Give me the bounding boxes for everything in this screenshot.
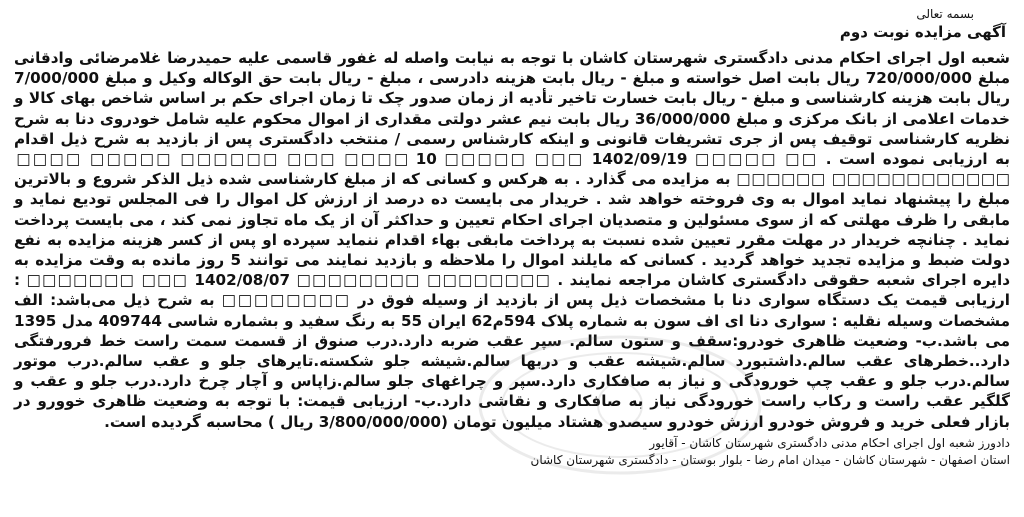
salutation: بسمه تعالی xyxy=(916,7,974,21)
signature-line: دادورز شعبه اول اجرای احکام مدنی دادگستری شهرستان کاشان - آقایور xyxy=(649,435,1010,450)
notice-title: آگهی مزایده نوبت دوم xyxy=(839,23,1006,41)
address-line: استان اصفهان - شهرستان کاشان - میدان امام رضا - بلوار بوستان - دادگستری شهرستان کاشان xyxy=(530,452,1010,467)
notice-body: شعبه اول اجرای احکام مدنی دادگستری شهرستان کاشان با توجه به نیابت واصله له غفور قاسمی علیه حمیدرضا غلامرضائی وادقانی مبلغ 720/000/000 ریال بابت اصل خواسته و مبلغ - ریال بابت هزینه دادرسی ، مبلغ - ریال بابت حق الوکاله وکیل و مبلغ 7/000/000 ریال بابت هزینه کارشناسی و مبلغ - ریال بابت خسارت تاخیر تأدیه از زمان صدور چک تا زمان اجرای حکم بر اساس شاخص بهای کالا و خدمات اعلامی از بانک مرکزی و مبلغ 36/000/000 ریال بابت نیم عشر دولتی مقداری از اموال محکوم علیه شامل خودروی دنا به شرح نظریه کارشناسی توقیف پس از جری تشریفات قانونی و اینکه کارشناس رسمی / منتخب دادگستری پس از بازدید به شرح ذیل اقدام به ارزیابی نموده است . □□ □□□□□ 1402/09/19 □□□ □□□□□ 10 □□□□ □□□ □□□□□□ □□□□□ □□□□ □□□□□□□□□□□□ □□□□□□ به مزایده می گذارد . به هرکس و کسانی که از مبلغ کارشناسی شده ذیل الذکر شروع و بالاترین مبلغ را پیشنهاد نماید اموال به وی فروخته خواهد شد . خریدار می بایست ده درصد از ارزش کل اموال را فی المجلس تودیع نماید و مابقی را ظرف مهلتی که از سوی مسئولین و متصدیان اجرای احکام تعیین و حداکثر آن از یک ماه تجاوز نمی کند ، می بایست پرداخت نماید . چنانچه خریدار در مهلت مقرر تعیین شده نسبت به پرداخت مابقی بهاء اقدام ننماید سپرده او پس از کسر هزینه مزایده به نفع دولت ضبط و مزایده تجدید خواهد گردید . کسانی که مایلند اموال را ملاحظه و بازدید نمایند می توانند 5 روز مانده به وقت مزایده به دایره اجرای شعبه حقوقی دادگستری کاشان مراجعه نمایند . □□□□□□□□ □□□□□□□□ 1402/08/07 □□□ □□□□□□□ : ارزیابی قیمت یک دستگاه سواری دنا با مشخصات ذیل پس از بازدید از وسیله فوق در □□□□□□□□ به شرح ذیل می‌باشد: الف مشخصات وسیله نقلیه : سواری دنا ای اف سون به شماره پلاک 594م62 ایران 55 به رنگ سفید و بشماره شاسی 409744 مدل 1395 می باشد.ب- وضعیت ظاهری خودرو:سقف و ستون سالم. سپر عقب ضربه دارد.درب صنوق از قسمت سمت راست خط فرورفتگی دارد..خطرهای عقب سالم.داشتبورد سالم.شیشه عقب و دربها سالم.شیشه جلو شکسته.تایرهای جلو و عقب سالم.درب موتور سالم.درب جلو و عقب چپ خورودگی و نیاز به صافکاری دارد.سپر و چراغهای جلو سالم.زاپاس و آچار چرخ دارد.درب جلو و عقب و گلگیر عقب راست و رکاب راست خورودگی نیاز به صافکاری و نقاشی دارد.ب- ارزیابی قیمت: با توجه به وضعیت ظاهری خوورو در بازار فعلی خرید و فروش خودرو ارزش خودرو سیصدو هشتاد میلیون تومان (3/800/000/000 ریال ) محاسبه گردیده است. xyxy=(14,49,1011,431)
footer xyxy=(14,435,1010,469)
